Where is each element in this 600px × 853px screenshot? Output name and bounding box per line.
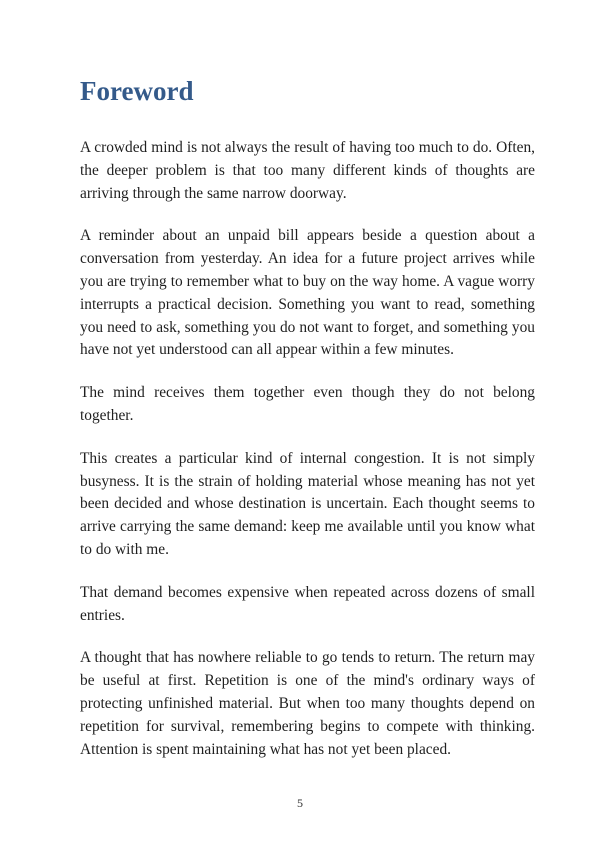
body-text — [80, 137, 535, 781]
page-number: 5 — [297, 796, 303, 810]
page-title: Foreword — [80, 76, 194, 106]
paragraph: A crowded mind is not always the result of having too much to do. Often, the deeper problem is that too many different kinds of thoughts are arriving through the same narrow doorway. — [80, 139, 535, 202]
paragraph: The mind receives them together even though they do not belong together. — [80, 384, 535, 424]
paragraph: That demand becomes expensive when repeated across dozens of small entries. — [80, 583, 535, 624]
paragraph: A thought that has nowhere reliable to go tends to return. The return may be useful at first. Repetition is one of the mind's ordinary ways of protecting unfinished material. But when too many thoughts depend on repetition for survival, remembering begins to compete with thinking. Attention is spent maintaining what has not yet been placed. — [80, 649, 535, 758]
paragraph: A reminder about an unpaid bill appears beside a question about a conversation from yesterday. An idea for a future project arrives while you are trying to remember what to buy on the way home. A vague worry interrupts a practical decision. Something you want to read, something you need to ask, something you do not want to forget, and something you have not yet understood can all appear within a few minutes. — [80, 227, 535, 359]
paragraph: This creates a particular kind of internal congestion. It is not simply busyness. It is the strain of holding material whose meaning has not yet been decided and whose destination is uncertain. Each thought seems to arrive carrying the same demand: keep me available until you know what to do with me. — [80, 449, 535, 558]
